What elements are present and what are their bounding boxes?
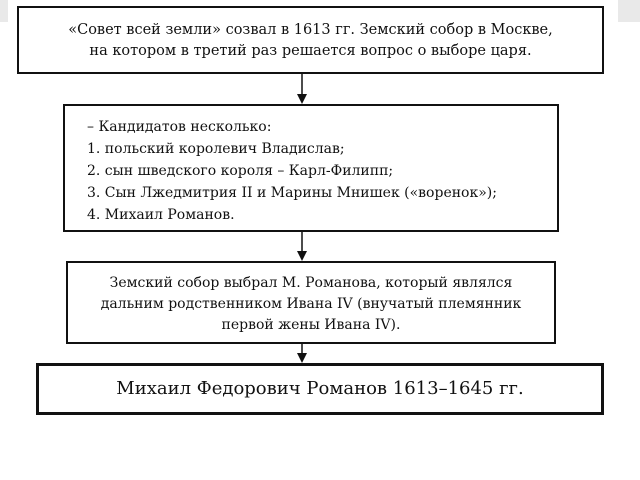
candidate-item: 1. польский королевич Владислав; <box>87 141 345 157</box>
tsar-result-box <box>36 363 604 415</box>
election-line: первой жены Ивана IV). <box>221 317 401 333</box>
election-box <box>66 261 556 344</box>
candidate-item: 4. Михаил Романов. <box>87 207 235 223</box>
candidates-box <box>63 104 559 232</box>
election-line: Земский собор выбрал М. Романова, который являлся <box>109 275 513 291</box>
flow-arrow-icon <box>294 74 310 104</box>
flow-arrow-icon <box>294 232 310 261</box>
candidate-item: 3. Сын Лжедмитрия II и Марины Мнишек («воренок»); <box>87 185 497 201</box>
corner-decoration-top-left <box>0 0 8 22</box>
candidate-item: 2. сын шведского короля – Карл-Филипп; <box>87 163 394 179</box>
corner-decoration-top-right <box>618 0 640 22</box>
candidates-heading: – Кандидатов несколько: <box>87 119 272 135</box>
convocation-line: на котором в третий раз решается вопрос о выборе царя. <box>89 43 532 59</box>
convocation-line: «Совет всей земли» созвал в 1613 гг. Земский собор в Москве, <box>68 22 553 38</box>
convocation-box <box>17 6 604 74</box>
flow-arrow-icon <box>294 344 310 363</box>
election-line: дальним родственником Ивана IV (внучатый племянник <box>100 296 522 312</box>
tsar-title: Михаил Федорович Романов 1613–1645 гг. <box>116 378 524 399</box>
